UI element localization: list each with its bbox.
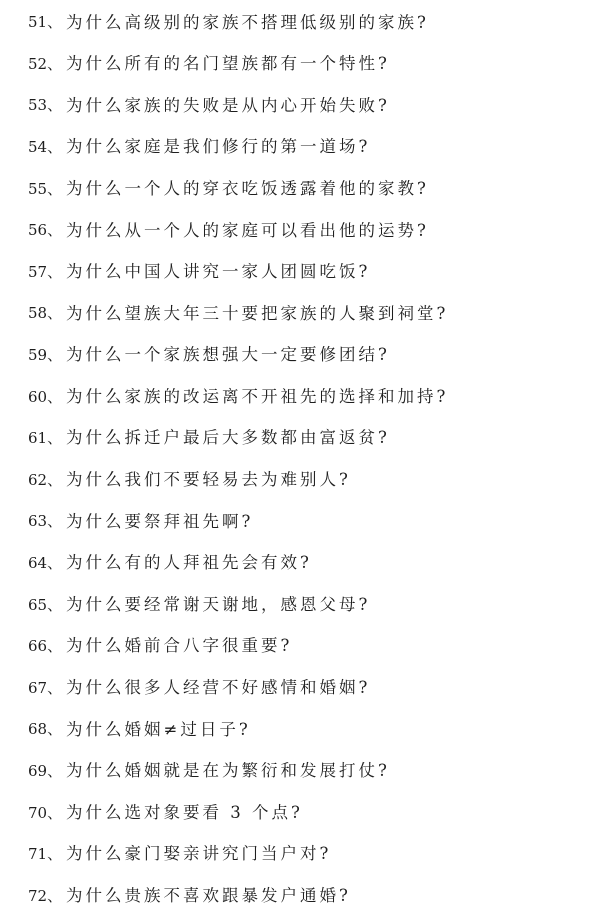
question-number: 70、: [28, 803, 63, 822]
list-item: [0, 418, 610, 460]
question-text: 为什么高级别的家族不搭理低级别的家族?: [66, 12, 429, 32]
question-number: 72、: [28, 886, 63, 905]
question-text: 为什么要经常谢天谢地，感恩父母?: [66, 594, 371, 614]
list-item: [0, 626, 610, 668]
question-number: 55、: [28, 179, 63, 198]
list-item: [0, 376, 610, 418]
list-item: [0, 293, 610, 335]
list-item: [0, 584, 610, 626]
question-text: 为什么我们不要轻易去为难别人?: [66, 470, 351, 490]
question-number: 56、: [28, 221, 63, 240]
list-item: [0, 85, 610, 127]
question-number: 62、: [28, 470, 63, 489]
question-number: 57、: [28, 262, 63, 281]
question-number: 69、: [28, 761, 63, 780]
question-number: 58、: [28, 304, 63, 323]
question-text: 为什么豪门娶亲讲究门当户对?: [66, 844, 332, 864]
list-item: [0, 834, 610, 876]
list-item: [0, 127, 610, 169]
question-text: 为什么一个人的穿衣吃饭透露着他的家教?: [66, 178, 429, 198]
list-item: [0, 335, 610, 377]
question-number: 64、: [28, 554, 63, 573]
list-item: [0, 792, 610, 834]
question-number: 66、: [28, 637, 63, 656]
question-number: 61、: [28, 429, 63, 448]
list-item: [0, 501, 610, 543]
question-text: 为什么中国人讲究一家人团圆吃饭?: [66, 262, 371, 282]
question-text: 为什么有的人拜祖先会有效?: [66, 553, 312, 573]
list-item: [0, 2, 610, 44]
question-text: 为什么要祭拜祖先啊?: [66, 511, 254, 531]
question-text: 为什么拆迁户最后大多数都由富返贫?: [66, 428, 390, 448]
list-item: [0, 252, 610, 294]
question-number: 59、: [28, 346, 63, 365]
question-text: 为什么婚姻就是在为繁衍和发展打仗?: [66, 761, 390, 781]
question-number: 71、: [28, 845, 63, 864]
list-item: [0, 210, 610, 252]
question-text: 为什么望族大年三十要把家族的人聚到祠堂?: [66, 303, 449, 323]
question-text: 为什么家庭是我们修行的第一道场?: [66, 137, 371, 157]
question-number: 51、: [28, 13, 63, 32]
question-text: 为什么家族的改运离不开祖先的选择和加持?: [66, 386, 449, 406]
list-item: [0, 709, 610, 751]
list-item: [0, 168, 610, 210]
question-text: 为什么婚前合八字很重要?: [66, 636, 293, 656]
question-list: [0, 2, 610, 917]
question-number: 52、: [28, 54, 63, 73]
question-number: 54、: [28, 138, 63, 157]
question-text: 为什么家族的失败是从内心开始失败?: [66, 95, 390, 115]
question-text: 为什么从一个人的家庭可以看出他的运势?: [66, 220, 429, 240]
list-item: [0, 543, 610, 585]
question-text: 为什么所有的名门望族都有一个特性?: [66, 54, 390, 74]
question-text: 为什么婚姻≠过日子?: [66, 719, 251, 739]
question-number: 68、: [28, 720, 63, 739]
question-number: 67、: [28, 678, 63, 697]
question-number: 63、: [28, 512, 63, 531]
question-text: 为什么选对象要看 3 个点?: [66, 802, 303, 822]
list-item: [0, 668, 610, 710]
question-number: 60、: [28, 387, 63, 406]
list-item: [0, 44, 610, 86]
question-number: 53、: [28, 96, 63, 115]
list-item: [0, 875, 610, 917]
question-text: 为什么很多人经营不好感情和婚姻?: [66, 678, 371, 698]
question-text: 为什么一个家族想强大一定要修团结?: [66, 345, 390, 365]
list-item: [0, 460, 610, 502]
question-number: 65、: [28, 595, 63, 614]
list-item: [0, 751, 610, 793]
question-text: 为什么贵族不喜欢跟暴发户通婚?: [66, 886, 351, 906]
